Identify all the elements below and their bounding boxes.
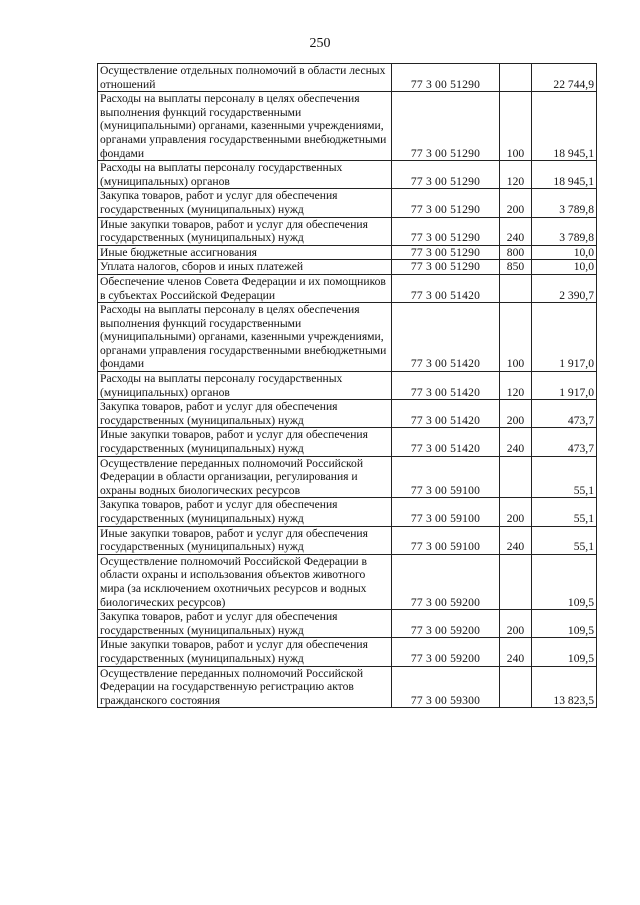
row-name: Закупка товаров, работ и услуг для обеспечения государственных (муниципальных) нужд xyxy=(98,498,392,526)
row-name: Обеспечение членов Совета Федерации и их помощников в субъектах Российской Федерации xyxy=(98,274,392,302)
table-row xyxy=(98,498,597,526)
row-amount: 3 789,8 xyxy=(532,189,597,217)
row-expense-type: 120 xyxy=(500,161,532,189)
row-code: 77 3 00 51420 xyxy=(392,372,500,400)
table-row xyxy=(98,274,597,302)
table-row xyxy=(98,456,597,498)
row-code: 77 3 00 51290 xyxy=(392,161,500,189)
row-code: 77 3 00 51290 xyxy=(392,245,500,260)
row-amount: 473,7 xyxy=(532,428,597,456)
row-name: Закупка товаров, работ и услуг для обеспечения государственных (муниципальных) нужд xyxy=(98,189,392,217)
table-row xyxy=(98,189,597,217)
row-amount: 473,7 xyxy=(532,400,597,428)
table-row xyxy=(98,428,597,456)
row-expense-type xyxy=(500,554,532,609)
row-name: Иные бюджетные ассигнования xyxy=(98,245,392,260)
row-code: 77 3 00 51290 xyxy=(392,64,500,92)
row-expense-type xyxy=(500,274,532,302)
row-name: Осуществление отдельных полномочий в области лесных отношений xyxy=(98,64,392,92)
row-expense-type: 200 xyxy=(500,498,532,526)
row-code: 77 3 00 51420 xyxy=(392,428,500,456)
row-code: 77 3 00 51290 xyxy=(392,92,500,161)
row-name: Расходы на выплаты персоналу государственных (муниципальных) органов xyxy=(98,161,392,189)
row-code: 77 3 00 51420 xyxy=(392,400,500,428)
row-name: Расходы на выплаты персоналу в целях обеспечения выполнения функций государственными (муниципальными) органами, казенными учреждениями, органами управления государственными внебюджетными фондами xyxy=(98,92,392,161)
table-row xyxy=(98,400,597,428)
row-name: Иные закупки товаров, работ и услуг для обеспечения государственных (муниципальных) нужд xyxy=(98,217,392,245)
row-amount: 109,5 xyxy=(532,610,597,638)
row-expense-type: 120 xyxy=(500,372,532,400)
row-code: 77 3 00 59100 xyxy=(392,526,500,554)
row-amount: 18 945,1 xyxy=(532,161,597,189)
row-expense-type xyxy=(500,456,532,498)
row-name: Осуществление переданных полномочий Российской Федерации на государственную регистрацию актов гражданского состояния xyxy=(98,666,392,708)
row-amount: 1 917,0 xyxy=(532,372,597,400)
table-row xyxy=(98,245,597,260)
table-row xyxy=(98,260,597,275)
row-amount: 10,0 xyxy=(532,260,597,275)
table-row xyxy=(98,554,597,609)
row-expense-type: 240 xyxy=(500,638,532,666)
row-expense-type: 200 xyxy=(500,610,532,638)
row-name: Иные закупки товаров, работ и услуг для обеспечения государственных (муниципальных) нужд xyxy=(98,638,392,666)
row-amount: 55,1 xyxy=(532,456,597,498)
row-code: 77 3 00 51290 xyxy=(392,189,500,217)
row-expense-type: 240 xyxy=(500,428,532,456)
row-amount: 22 744,9 xyxy=(532,64,597,92)
budget-table xyxy=(97,63,597,708)
row-expense-type: 800 xyxy=(500,245,532,260)
row-code: 77 3 00 51420 xyxy=(392,274,500,302)
row-code: 77 3 00 59300 xyxy=(392,666,500,708)
table-row xyxy=(98,372,597,400)
row-amount: 109,5 xyxy=(532,638,597,666)
row-code: 77 3 00 51420 xyxy=(392,303,500,372)
row-name: Иные закупки товаров, работ и услуг для обеспечения государственных (муниципальных) нужд xyxy=(98,428,392,456)
table-row xyxy=(98,64,597,92)
row-amount: 1 917,0 xyxy=(532,303,597,372)
row-code: 77 3 00 51290 xyxy=(392,260,500,275)
row-amount: 18 945,1 xyxy=(532,92,597,161)
row-code: 77 3 00 59100 xyxy=(392,456,500,498)
row-code: 77 3 00 59200 xyxy=(392,610,500,638)
row-expense-type xyxy=(500,64,532,92)
row-expense-type: 100 xyxy=(500,92,532,161)
row-amount: 55,1 xyxy=(532,498,597,526)
row-amount: 10,0 xyxy=(532,245,597,260)
row-expense-type: 200 xyxy=(500,400,532,428)
table-row xyxy=(98,92,597,161)
row-amount: 2 390,7 xyxy=(532,274,597,302)
budget-table-body xyxy=(98,64,597,708)
row-name: Закупка товаров, работ и услуг для обеспечения государственных (муниципальных) нужд xyxy=(98,610,392,638)
row-expense-type: 240 xyxy=(500,217,532,245)
page-number: 250 xyxy=(309,36,331,51)
row-amount: 13 823,5 xyxy=(532,666,597,708)
row-amount: 55,1 xyxy=(532,526,597,554)
row-name: Закупка товаров, работ и услуг для обеспечения государственных (муниципальных) нужд xyxy=(98,400,392,428)
row-code: 77 3 00 59200 xyxy=(392,554,500,609)
row-amount: 3 789,8 xyxy=(532,217,597,245)
table-row xyxy=(98,666,597,708)
table-row xyxy=(98,303,597,372)
table-row xyxy=(98,217,597,245)
row-expense-type: 240 xyxy=(500,526,532,554)
table-row xyxy=(98,610,597,638)
row-code: 77 3 00 59200 xyxy=(392,638,500,666)
row-amount: 109,5 xyxy=(532,554,597,609)
row-name: Уплата налогов, сборов и иных платежей xyxy=(98,260,392,275)
row-expense-type xyxy=(500,666,532,708)
row-name: Расходы на выплаты персоналу государственных (муниципальных) органов xyxy=(98,372,392,400)
row-name: Осуществление полномочий Российской Федерации в области охраны и использования объектов животного мира (за исключением охотничьих ресурсов и водных биологических ресурсов) xyxy=(98,554,392,609)
row-expense-type: 200 xyxy=(500,189,532,217)
table-row xyxy=(98,161,597,189)
row-expense-type: 100 xyxy=(500,303,532,372)
row-expense-type: 850 xyxy=(500,260,532,275)
row-name: Иные закупки товаров, работ и услуг для обеспечения государственных (муниципальных) нужд xyxy=(98,526,392,554)
table-row xyxy=(98,526,597,554)
row-name: Расходы на выплаты персоналу в целях обеспечения выполнения функций государственными (муниципальными) органами, казенными учреждениями, органами управления государственными внебюджетными фондами xyxy=(98,303,392,372)
row-code: 77 3 00 59100 xyxy=(392,498,500,526)
row-name: Осуществление переданных полномочий Российской Федерации в области организации, регулирования и охраны водных биологических ресурсов xyxy=(98,456,392,498)
row-code: 77 3 00 51290 xyxy=(392,217,500,245)
table-row xyxy=(98,638,597,666)
